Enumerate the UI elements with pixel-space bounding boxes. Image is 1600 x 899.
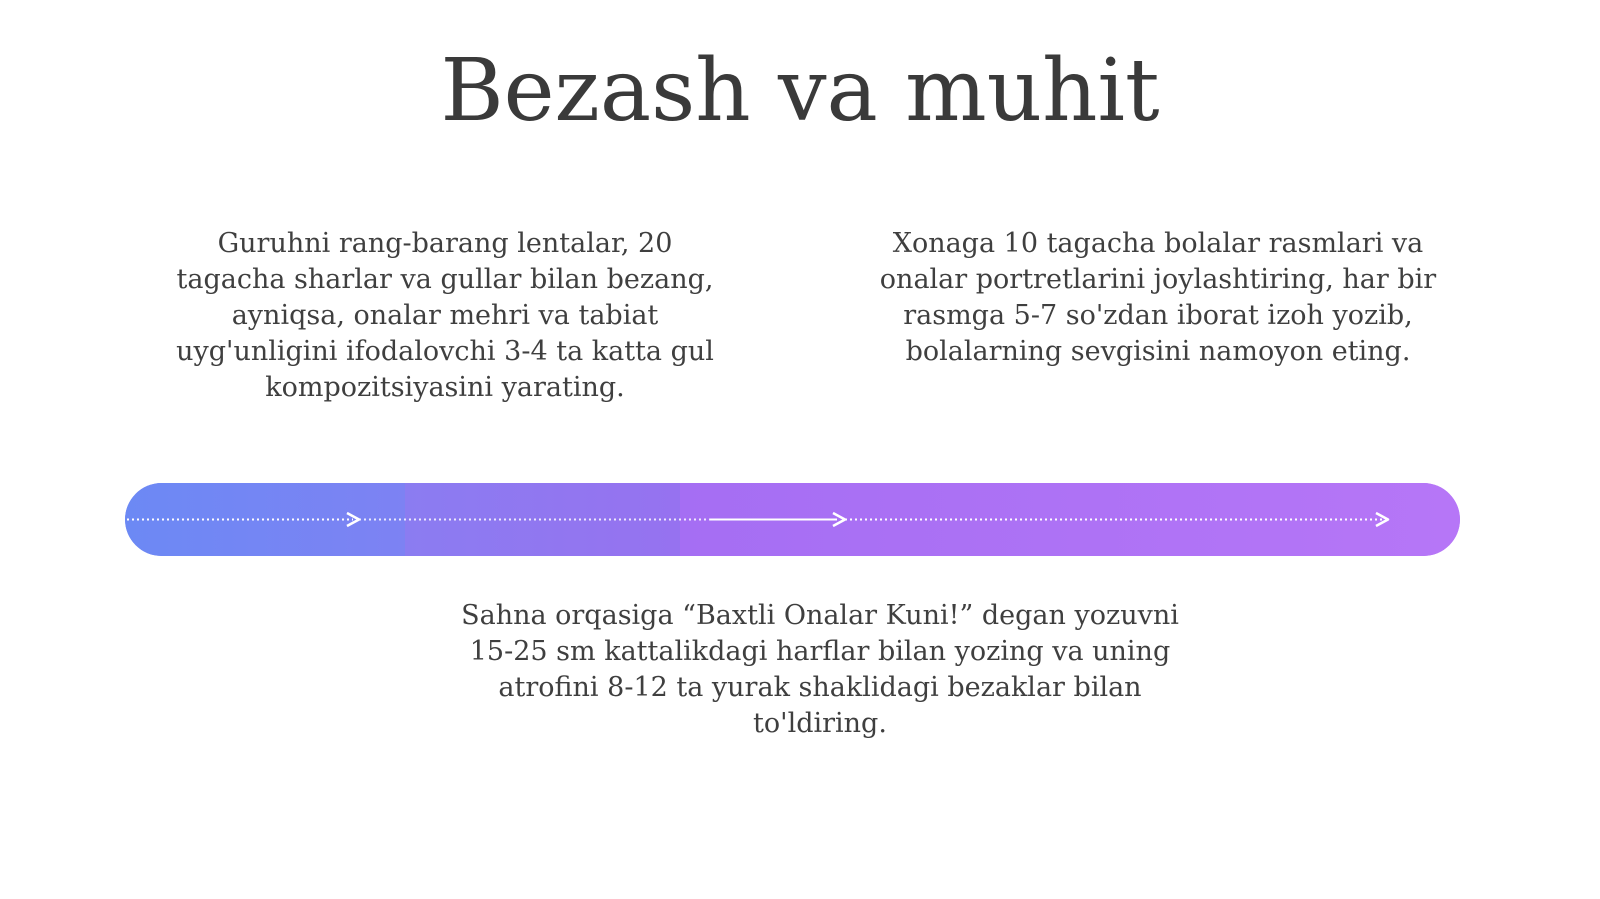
text-block-decorations: Guruhni rang-barang lentalar, 20 tagacha sharlar va gullar bilan bezang, ayniqsa, onalar mehri va tabiat uyg'unligini ifodalovchi 3-4 ta katta gul kompozitsiyasini yarating. <box>176 228 714 403</box>
timeline-bar <box>125 483 1460 556</box>
timeline-arrows <box>125 483 1460 556</box>
slide-title: Bezash va muhit <box>440 41 1160 141</box>
text-block-stage: Sahna orqasiga “Baxtli Onalar Kuni!” degan yozuvni 15-25 sm kattalikdagi harflar bilan yozing va uning atrofini 8-12 ta yurak shaklidagi bezaklar bilan to'ldiring. <box>461 600 1179 739</box>
text-block-pictures: Xonaga 10 tagacha bolalar rasmlari va onalar portretlarini joylashtiring, har bir rasmga 5-7 so'zdan iborat izoh yozib, bolalarning sevgisini namoyon eting. <box>879 228 1437 367</box>
